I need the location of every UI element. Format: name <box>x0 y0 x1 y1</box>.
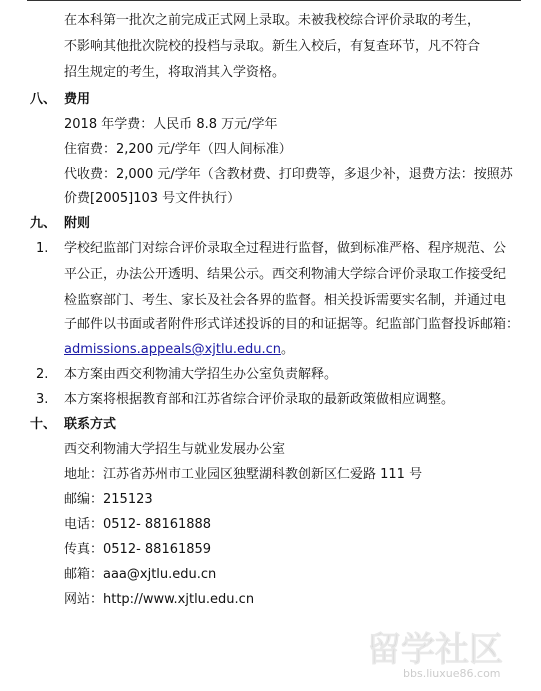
watermark-logo-text: 留学社区 <box>367 630 503 670</box>
contact-email: 邮箱：aaa@xjtlu.edu.cn <box>64 567 217 582</box>
top-rule <box>27 0 521 1</box>
contact-phone: 电话：0512- 88161888 <box>64 517 212 532</box>
intro-line-1: 在本科第一批次之前完成正式网上录取。未被我校综合评价录取的考生， <box>64 13 481 28</box>
section-8-title: 费用 <box>64 92 91 107</box>
item-3-number: 3. <box>36 392 49 407</box>
intro-line-3: 招生规定的考生，将取消其入学资格。 <box>64 65 286 80</box>
watermark-url: bbs.liuxue86.com <box>403 667 501 680</box>
contact-office: 西交利物浦大学招生与就业发展办公室 <box>64 442 286 457</box>
item-1-line-4: 子邮件以书面或者附件形式详述投诉的目的和证据等。纪监部门监督投诉邮箱： <box>64 317 520 332</box>
section-8-number: 八、 <box>30 92 57 107</box>
item-2-text: 本方案由西交利物浦大学招生办公室负责解释。 <box>64 367 338 382</box>
intro-line-2: 不影响其他批次院校的投档与录取。新生入校后，有复查环节，凡不符合 <box>64 39 481 54</box>
section-10-title: 联系方式 <box>64 417 117 432</box>
item-1-line-1: 学校纪监部门对综合评价录取全过程进行监督，做到标准严格、程序规范、公 <box>64 241 507 256</box>
item-1-line-2: 平公正，办法公开透明、结果公示。西交利物浦大学综合评价录取工作接受纪 <box>64 267 507 282</box>
fee-accommodation: 住宿费：2,200 元/学年（四人间标准） <box>64 142 292 157</box>
contact-website: 网站：http://www.xjtlu.edu.cn <box>64 592 255 607</box>
fee-tuition: 2018 年学费：人民币 8.8 万元/学年 <box>64 117 278 132</box>
fee-collected-cont: 价费[2005]103 号文件执行） <box>64 191 241 206</box>
appeals-email-link[interactable]: admissions.appeals@xjtlu.edu.cn <box>64 342 281 357</box>
watermark-logo <box>359 623 529 681</box>
section-9-number: 九、 <box>30 216 57 231</box>
fee-collected: 代收费：2,000 元/学年（含教材费、打印费等，多退少补，退费方法：按照苏 <box>64 167 513 182</box>
email-suffix: 。 <box>280 342 294 357</box>
contact-address: 地址：江苏省苏州市工业园区独墅湖科教创新区仁爱路 111 号 <box>64 467 423 482</box>
section-10-number: 十、 <box>30 417 57 432</box>
item-1-email-line <box>64 341 294 359</box>
contact-postcode: 邮编：215123 <box>64 492 153 507</box>
item-3-text: 本方案将根据教育部和江苏省综合评价录取的最新政策做相应调整。 <box>64 392 455 407</box>
item-1-number: 1. <box>36 241 49 256</box>
contact-fax: 传真：0512- 88161859 <box>64 542 212 557</box>
item-1-line-3: 检监察部门、考生、家长及社会各界的监督。相关投诉需要实名制，并通过电 <box>64 293 507 308</box>
item-2-number: 2. <box>36 367 49 382</box>
section-9-title: 附则 <box>64 216 91 231</box>
